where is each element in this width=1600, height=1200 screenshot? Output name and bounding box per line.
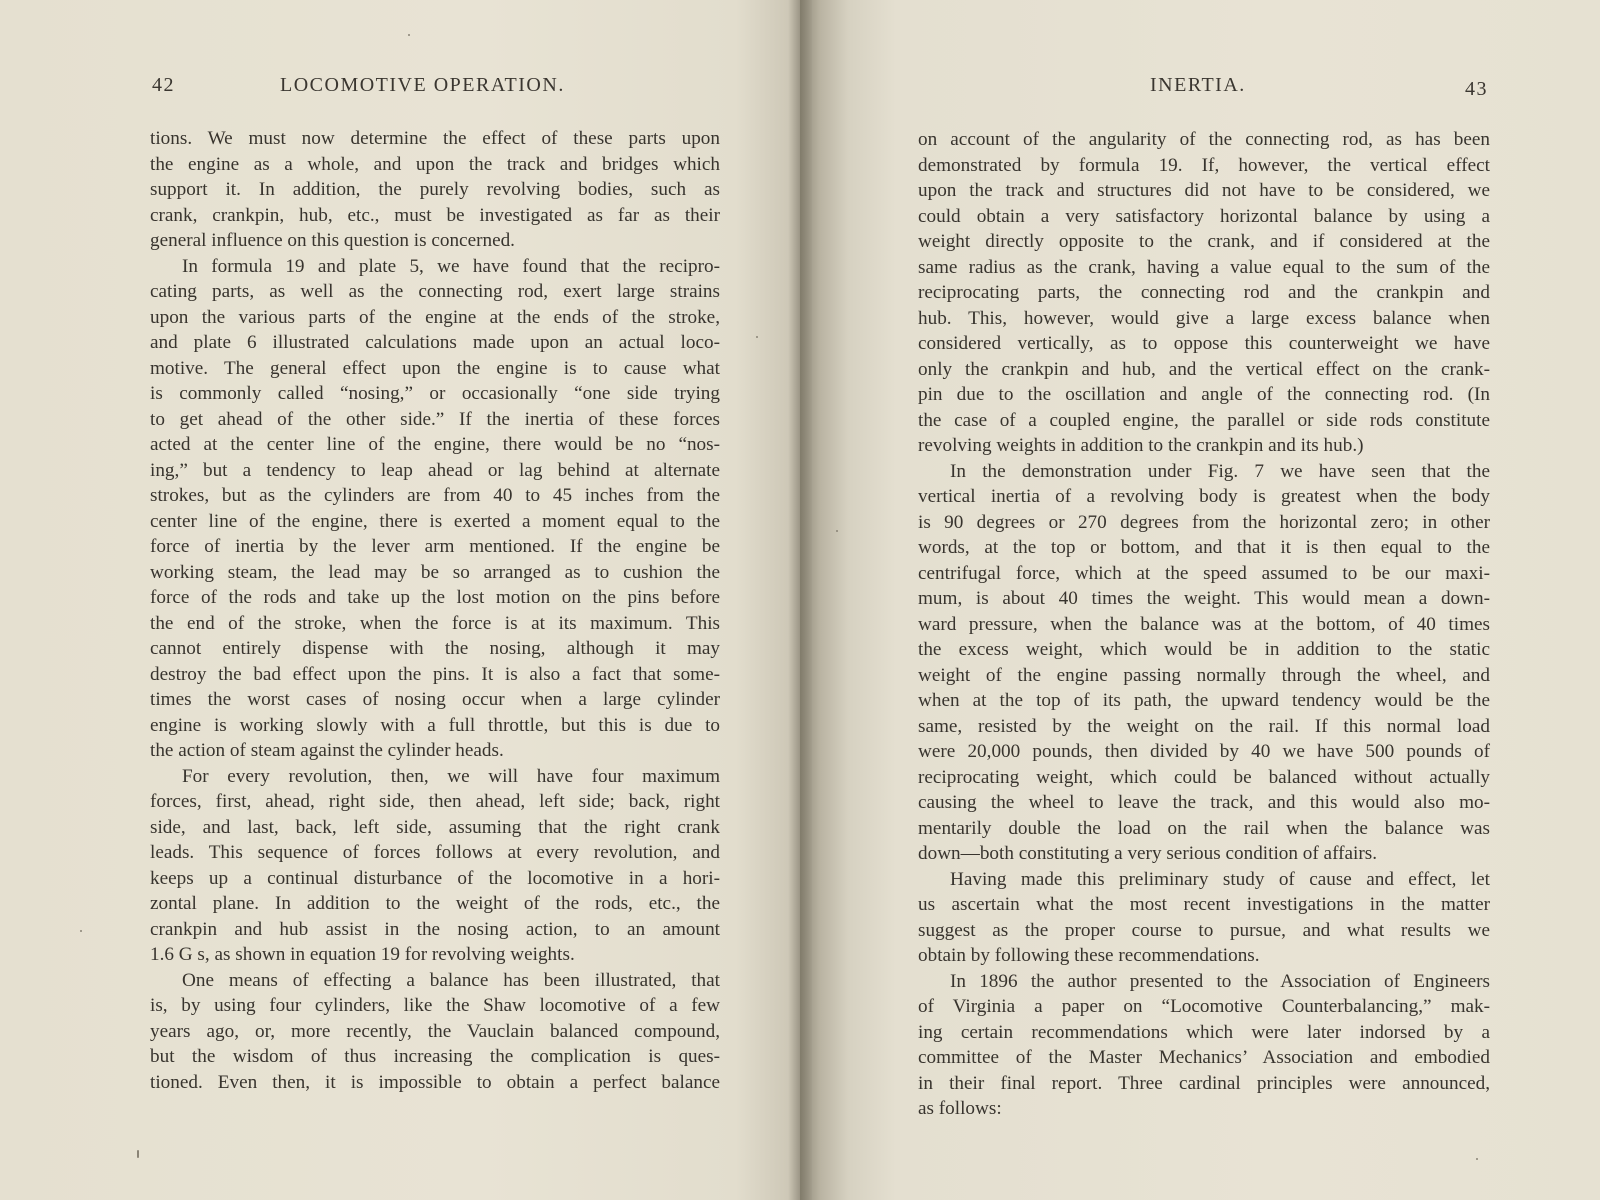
paper-speck: [408, 34, 410, 36]
text-line: tions. We must now determine the effect of these parts upon: [150, 128, 720, 149]
text-line: cating parts, as well as the connecting rod, exert large strains: [150, 281, 720, 302]
text-line: tioned. Even then, it is impossible to obtain a perfect balance: [150, 1071, 720, 1093]
text-line: weight directly opposite to the crank, and if considered at the: [918, 231, 1490, 252]
text-line: only the crankpin and hub, and the vertical effect on the crank-: [918, 358, 1490, 380]
text-line: same radius as the crank, having a value equal to the sum of the: [918, 256, 1490, 278]
text-line: and plate 6 illustrated calculations made upon an actual loco-: [150, 332, 720, 353]
text-line: mentarily double the load on the rail when the balance was: [918, 817, 1490, 839]
text-line: obtain by following these recommendations.: [918, 945, 1260, 966]
text-line: ward pressure, when the balance was at the bottom, of 40 times: [918, 613, 1490, 635]
text-line: causing the wheel to leave the track, and this would also mo-: [918, 792, 1490, 813]
text-line: ing,” but a tendency to leap ahead or lag behind at alternate: [150, 459, 720, 481]
page-number-left: 42: [152, 74, 175, 96]
text-line: In 1896 the author presented to the Association of Engineers: [950, 970, 1490, 992]
text-line: when at the top of its path, the upward tendency would be the: [918, 690, 1490, 711]
text-line: One means of effecting a balance has been illustrated, that: [182, 969, 720, 991]
text-line: us ascertain what the most recent investigations in the matter: [918, 894, 1490, 915]
text-line: vertical inertia of a revolving body is greatest when the body: [918, 486, 1490, 507]
text-line: the excess weight, which would be in addition to the static: [918, 639, 1490, 660]
text-line: considered vertically, as to oppose this counterweight we have: [918, 333, 1490, 354]
text-line: the case of a coupled engine, the parallel or side rods constitute: [918, 409, 1490, 431]
text-line: motive. The general effect upon the engine is to cause what: [150, 357, 720, 379]
text-line: general influence on this question is concerned.: [150, 230, 515, 251]
text-line: could obtain a very satisfactory horizontal balance by using a: [918, 205, 1490, 227]
paper-speck: [756, 336, 758, 338]
text-line: mum, is about 40 times the weight. This would mean a down-: [918, 588, 1490, 609]
text-line: In formula 19 and plate 5, we have found that the recipro-: [182, 255, 720, 277]
text-line: the engine as a whole, and upon the track and bridges which: [150, 153, 720, 175]
text-line: down—both constituting a very serious condition of affairs.: [918, 843, 1378, 864]
book-gutter: [788, 0, 812, 1200]
text-line: committee of the Master Mechanics’ Association and embodied: [918, 1047, 1490, 1068]
text-line: words, at the top or bottom, and that it is then equal to the: [918, 537, 1490, 558]
text-line: times the worst cases of nosing occur when a large cylinder: [150, 689, 720, 710]
text-line: acted at the center line of the engine, there would be no “nos-: [150, 434, 720, 455]
text-line: crank, crankpin, hub, etc., must be investigated as far as their: [150, 204, 720, 226]
text-line: working steam, the lead may be so arranged as to cushion the: [150, 561, 720, 583]
paper-mark: [137, 1150, 139, 1158]
text-line: ing certain recommendations which were later indorsed by a: [918, 1021, 1490, 1043]
text-line: reciprocating weight, which could be balanced without actually: [918, 766, 1490, 788]
text-line: engine is working slowly with a full throttle, but this is due to: [150, 714, 720, 736]
text-line: is 90 degrees or 270 degrees from the horizontal zero; in other: [918, 511, 1490, 533]
text-line: support it. In addition, the purely revolving bodies, such as: [150, 179, 720, 200]
text-line: keeps up a continual disturbance of the locomotive in a hori-: [150, 867, 720, 889]
text-line: hub. This, however, would give a large excess balance when: [918, 307, 1490, 329]
text-line: demonstrated by formula 19. If, however, the vertical effect: [918, 154, 1490, 176]
text-line: crankpin and hub assist in the nosing action, to an amount: [150, 918, 720, 940]
text-line: weight of the engine passing normally through the wheel, and: [918, 664, 1490, 686]
text-line: the end of the stroke, when the force is at its maximum. This: [150, 612, 720, 634]
text-line: revolving weights in addition to the crankpin and its hub.): [918, 435, 1364, 456]
text-line: centrifugal force, which at the speed assumed to be our maxi-: [918, 562, 1490, 584]
text-line: to get ahead of the other side.” If the inertia of these forces: [150, 408, 720, 430]
text-line: of Virginia a paper on “Locomotive Counterbalancing,” mak-: [918, 996, 1490, 1017]
text-line: center line of the engine, there is exerted a moment equal to the: [150, 510, 720, 532]
text-line: pin due to the oscillation and angle of the connecting rod. (In: [918, 384, 1490, 405]
text-line: reciprocating parts, the connecting rod and the crankpin and: [918, 282, 1490, 303]
right-page-body: [918, 127, 1490, 1122]
left-page-body: [150, 126, 720, 1095]
paper-speck: [836, 530, 838, 532]
text-line: leads. This sequence of forces follows at every revolution, and: [150, 842, 720, 863]
text-line: years ago, or, more recently, the Vauclain balanced compound,: [150, 1020, 720, 1042]
text-line: upon the track and structures did not have to be considered, we: [918, 180, 1490, 201]
text-line: forces, first, ahead, right side, then ahead, left side; back, right: [150, 791, 720, 812]
text-line: side, and last, back, left side, assuming that the right crank: [150, 816, 720, 838]
text-line: force of the rods and take up the lost motion on the pins before: [150, 587, 720, 608]
running-head-right: INERTIA.: [1150, 74, 1246, 96]
text-line: In the demonstration under Fig. 7 we have seen that the: [950, 460, 1490, 482]
text-line: zontal plane. In addition to the weight of the rods, etc., the: [150, 893, 720, 914]
text-line: but the wisdom of thus increasing the complication is ques-: [150, 1046, 720, 1067]
text-line: in their final report. Three cardinal principles were announced,: [918, 1072, 1490, 1094]
page-number-right: 43: [1465, 78, 1488, 100]
paper-speck: [1476, 1158, 1478, 1160]
text-line: the action of steam against the cylinder heads.: [150, 740, 504, 761]
text-line: cannot entirely dispense with the nosing, although it may: [150, 638, 720, 659]
text-line: Having made this preliminary study of cause and effect, let: [950, 868, 1490, 890]
text-line: were 20,000 pounds, then divided by 40 we have 500 pounds of: [918, 741, 1490, 762]
paper-speck: [80, 930, 82, 932]
text-line: is, by using four cylinders, like the Shaw locomotive of a few: [150, 995, 720, 1016]
running-head-left: LOCOMOTIVE OPERATION.: [280, 74, 565, 96]
text-line: as follows:: [918, 1098, 1002, 1119]
text-line: upon the various parts of the engine at the ends of the stroke,: [150, 306, 720, 328]
text-line: For every revolution, then, we will have four maximum: [182, 765, 720, 787]
text-line: on account of the angularity of the connecting rod, as has been: [918, 129, 1490, 150]
text-line: suggest as the proper course to pursue, and what results we: [918, 919, 1490, 941]
text-line: is commonly called “nosing,” or occasionally “one side trying: [150, 383, 720, 404]
text-line: same, resisted by the weight on the rail. If this normal load: [918, 715, 1490, 737]
text-line: force of inertia by the lever arm mentioned. If the engine be: [150, 536, 720, 557]
right-page: [800, 0, 1600, 1200]
text-line: 1.6 G s, as shown in equation 19 for revolving weights.: [150, 944, 575, 965]
text-line: strokes, but as the cylinders are from 40 to 45 inches from the: [150, 485, 720, 506]
text-line: destroy the bad effect upon the pins. It is also a fact that some-: [150, 663, 720, 685]
